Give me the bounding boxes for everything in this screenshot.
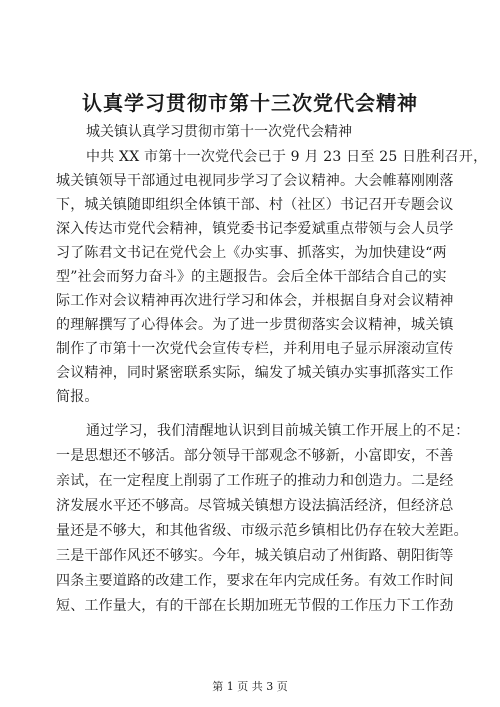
body-line: 的理解撰写了心得体会。为了进一步贯彻落实会议精神，城关镇 [56, 317, 454, 333]
body-line: 短、工作量大，有的干部在长期加班无节假的工作压力下工作劲 [56, 598, 454, 614]
body-line: 四条主要道路的改建工作，要求在年内完成任务。有效工作时间 [56, 573, 454, 589]
page-footer: 第 1 页 共 3 页 [212, 680, 288, 693]
body-line: 下，城关镇随即组织全体镇干部、村（社区）书记召开专题会议 [56, 197, 454, 213]
body-line: 通过学习，我们清醒地认识到目前城关镇工作开展上的不足： [86, 423, 470, 439]
body-line: 际工作对会议精神再次进行学习和体会，并根据自身对会议精神 [56, 293, 454, 309]
body-line: 深入传达市党代会精神，镇党委书记李爱斌重点带领与会人员学 [56, 221, 454, 237]
body-line: 济发展水平还不够高。尽管城关镇想方设法搞活经济，但经济总 [56, 498, 454, 514]
body-line: 量还是不够大，和其他省级、市级示范乡镇相比仍存在较大差距。 [56, 523, 468, 539]
body-line: 会议精神，同时紧密联系实际，编发了城关镇办实事抓落实工作 [56, 365, 454, 381]
body-line: 中共 XX 市第十一次党代会已于 9 月 23 日至 25 日胜利召开， [86, 149, 488, 165]
body-line: 制作了市第十一次党代会宣传专栏，并利用电子显示屏滚动宣传 [56, 341, 454, 357]
document-subtitle: 城关镇认真学习贯彻市第十一次党代会精神 [86, 124, 352, 140]
body-line: 城关镇领导干部通过电视同步学习了会议精神。大会帷幕刚刚落 [56, 173, 454, 189]
body-line: 习了陈君文书记在党代会上《办实事、抓落实，为加快建设“两 [56, 245, 447, 261]
document-title: 认真学习贯彻市第十三次党代会精神 [82, 91, 418, 115]
body-line: 型”社会而努力奋斗》的主题报告。会后全体干部结合自己的实 [56, 269, 447, 285]
body-line: 简报。 [56, 389, 99, 405]
body-line: 亲试，在一定程度上削弱了工作班子的推动力和创造力。二是经 [56, 473, 454, 489]
body-line: 一是思想还不够活。部分领导干部观念不够新，小富即安，不善 [56, 448, 454, 464]
body-line: 三是干部作风还不够实。今年，城关镇启动了州街路、朝阳街等 [56, 548, 454, 564]
